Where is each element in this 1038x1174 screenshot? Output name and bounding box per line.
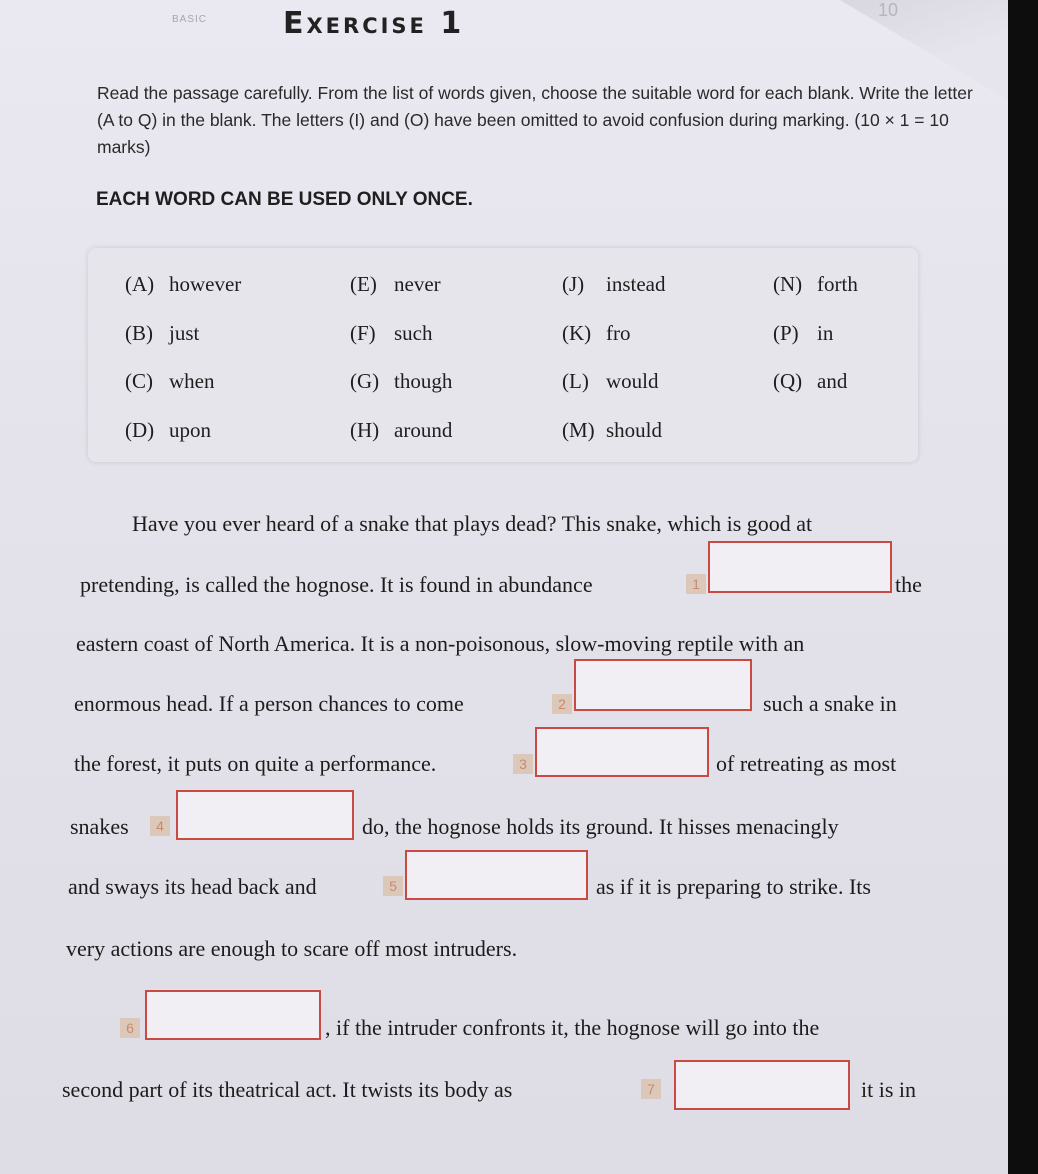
passage-line-3: eastern coast of North America. It is a non-poisonous, slow-moving reptile with an: [76, 631, 805, 656]
passage-line-10a: second part of its theatrical act. It twists its body as: [62, 1077, 513, 1102]
word-list-box: [88, 248, 918, 462]
corner-mark: 10: [878, 0, 899, 20]
answer-blank-1[interactable]: [708, 541, 892, 593]
passage-line-9b: , if the intruder confronts it, the hognose will go into the: [325, 1015, 820, 1040]
answer-blank-6[interactable]: [145, 990, 321, 1040]
passage-line-1: Have you ever heard of a snake that plays dead? This snake, which is good at: [132, 511, 813, 536]
word-item-a: (A) however: [125, 272, 242, 296]
corner-tag: BASIC: [172, 14, 208, 25]
photo-border: [1008, 0, 1038, 1174]
word-item-k: (K) fro: [562, 321, 631, 345]
blank-number-5: 5: [383, 876, 403, 896]
answer-blank-3[interactable]: [535, 727, 709, 777]
passage-line-2b: the: [895, 572, 922, 597]
word-item-d: (D) upon: [125, 418, 211, 442]
exercise-title: Exercise 1: [283, 6, 465, 41]
passage-line-4b: such a snake in: [763, 691, 897, 716]
answer-blank-5[interactable]: [405, 850, 588, 900]
blank-number-4: 4: [150, 816, 170, 836]
passage-line-2a: pretending, is called the hognose. It is found in abundance: [80, 572, 593, 597]
blank-number-1: 1: [686, 574, 706, 594]
word-item-l: (L) would: [562, 369, 659, 393]
answer-blank-4[interactable]: [176, 790, 354, 840]
word-item-p: (P) in: [773, 321, 834, 345]
instructions: Read the passage carefully. From the list of words given, choose the suitable word for each blank. Write the letter (A to Q) in the blank. The letters (I) and (O) have been omitted to avoid confusion during marking. (10 × 1 = 10 marks): [97, 83, 973, 157]
blank-number-6: 6: [120, 1018, 140, 1038]
passage-line-10b: it is in: [861, 1077, 917, 1102]
blank-number-7: 7: [641, 1079, 661, 1099]
word-item-b: (B) just: [125, 321, 200, 345]
answer-blank-7[interactable]: [674, 1060, 850, 1110]
passage-line-7b: as if it is preparing to strike. Its: [596, 874, 871, 899]
word-item-c: (C) when: [125, 369, 215, 393]
word-item-n: (N) forth: [773, 272, 858, 296]
passage-line-6b: do, the hognose holds its ground. It hisses menacingly: [362, 814, 839, 839]
passage-line-6a: snakes: [70, 814, 129, 839]
rule-text: EACH WORD CAN BE USED ONLY ONCE.: [96, 189, 473, 210]
word-item-h: (H) around: [350, 418, 453, 442]
passage-line-5b: of retreating as most: [716, 751, 897, 776]
passage-line-8: very actions are enough to scare off most intruders.: [66, 936, 518, 961]
blank-number-2: 2: [552, 694, 572, 714]
passage-line-5a: the forest, it puts on quite a performance.: [74, 751, 437, 776]
word-item-g: (G) though: [350, 369, 453, 393]
blank-number-3: 3: [513, 754, 533, 774]
word-item-m: (M) should: [562, 418, 663, 442]
word-item-q: (Q) and: [773, 369, 848, 393]
word-item-j: (J) instead: [562, 272, 666, 296]
word-item-e: (E) never: [350, 272, 441, 296]
word-item-f: (F) such: [350, 321, 433, 345]
passage-line-4a: enormous head. If a person chances to come: [74, 691, 464, 716]
passage-line-7a: and sways its head back and: [68, 874, 317, 899]
answer-blank-2[interactable]: [574, 659, 752, 711]
